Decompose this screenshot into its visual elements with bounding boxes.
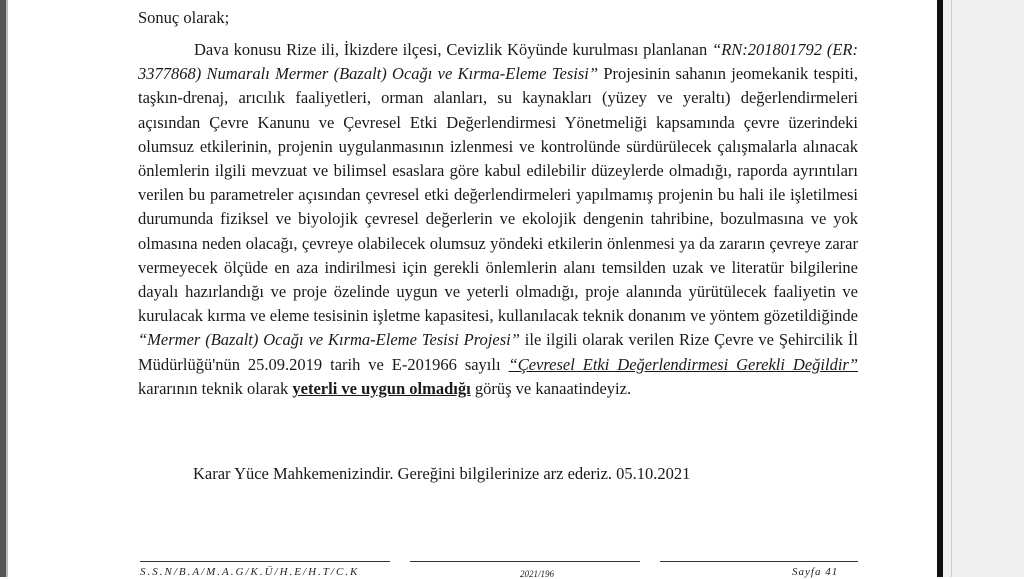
signature-line-right (660, 561, 858, 562)
conclusion-paragraph (138, 38, 858, 401)
paragraph-middle: ile ilgili olarak verilen Rize Çevre ve Şehircilik İl Müdürlüğü'nün 25.09.2019 tarih ve E-201966 sayılı (138, 330, 859, 374)
footer-page-number: Sayfa 41 (792, 566, 839, 578)
footer-case-number: 2021/196 (520, 569, 555, 579)
paragraph-ending: görüş ve kanaatindeyiz. (474, 378, 632, 398)
signature-line-center (410, 561, 640, 562)
verdict-text: yeterli ve uygun olmadığı (292, 378, 471, 398)
scan-left-shadow (6, 0, 8, 577)
paragraph-after-decision: kararının teknik olarak (138, 378, 289, 398)
project-title: “RN:201801792 (ER: 3377868) Numaralı Mermer (Bazalt) Ocağı ve Kırma-Eleme Tesisi” (138, 40, 858, 84)
paragraph-body: Projesinin sahanın jeomekanik tespiti, taşkın-drenaj, arıcılık faaliyetleri, orman alanları, su kaynakları (yüzey ve yeraltı) değerlendirmeleri açısından Çevre Kanunu ve Çevresel Etki Değerlendirmesi Yönetmeliği kapsamında çevre üzerindeki olumsuz etkilerinin, projenin uygulanmasının izlenmesi ve kontrolünde sürdürülecek çalışmalarla alınacak önlemlerin ilgili mevzuat ve bilimsel esaslara göre kabul edilebilir düzeylerde olmadığı, raporda ayrıntıları verilen bu parametreler açısından çevresel etki değerlendirmeleri yapılmamış projenin bu hali ile işletilmesi durumunda fiziksel ve biyolojik çevresel değerlerin ve ekolojik dengenin tahribine, bozulmasına ve yok olmasına neden olacağı, çevreye olabilecek olumsuz yöndeki etkilerin önlenmesi ya da zararın çevreye zarar vermeyecek ölçüde en aza indirilmesi için gerekli önlemlerin alanı temsilden uzak ve literatür bilgilerine dayalı hazırlandığı ve proje özelinde uygun ve yeterli olmadığı, proje alanında yürütülecek faaliyetin ve kurulacak kırma ve eleme tesisinin işletme kapasitesi, kullanılacak teknik donanım ve yöntem gözetildiğinde (138, 64, 858, 326)
footer-initials: S.S.N/B.A/M.A.G/K.Ü/H.E/H.T/C.K (140, 566, 360, 578)
decision-title: “Çevresel Etki Değerlendirmesi Gerekli Değildir” (508, 354, 859, 374)
signature-line-left (140, 561, 390, 562)
scan-right-line (951, 0, 952, 577)
closing-line: Karar Yüce Mahkemenizindir. Gereğini bilgilerinize arz ederiz. 05.10.2021 (193, 464, 691, 483)
project-reference: “Mermer (Bazalt) Ocağı ve Kırma-Eleme Tesisi Projesi” (138, 330, 520, 350)
paragraph-intro: Dava konusu Rize ili, İkizdere ilçesi, Cevizlik Köyünde kurulması planlanan (194, 40, 708, 59)
section-heading: Sonuç olarak; (138, 8, 230, 27)
scan-right-margin (943, 0, 1024, 577)
